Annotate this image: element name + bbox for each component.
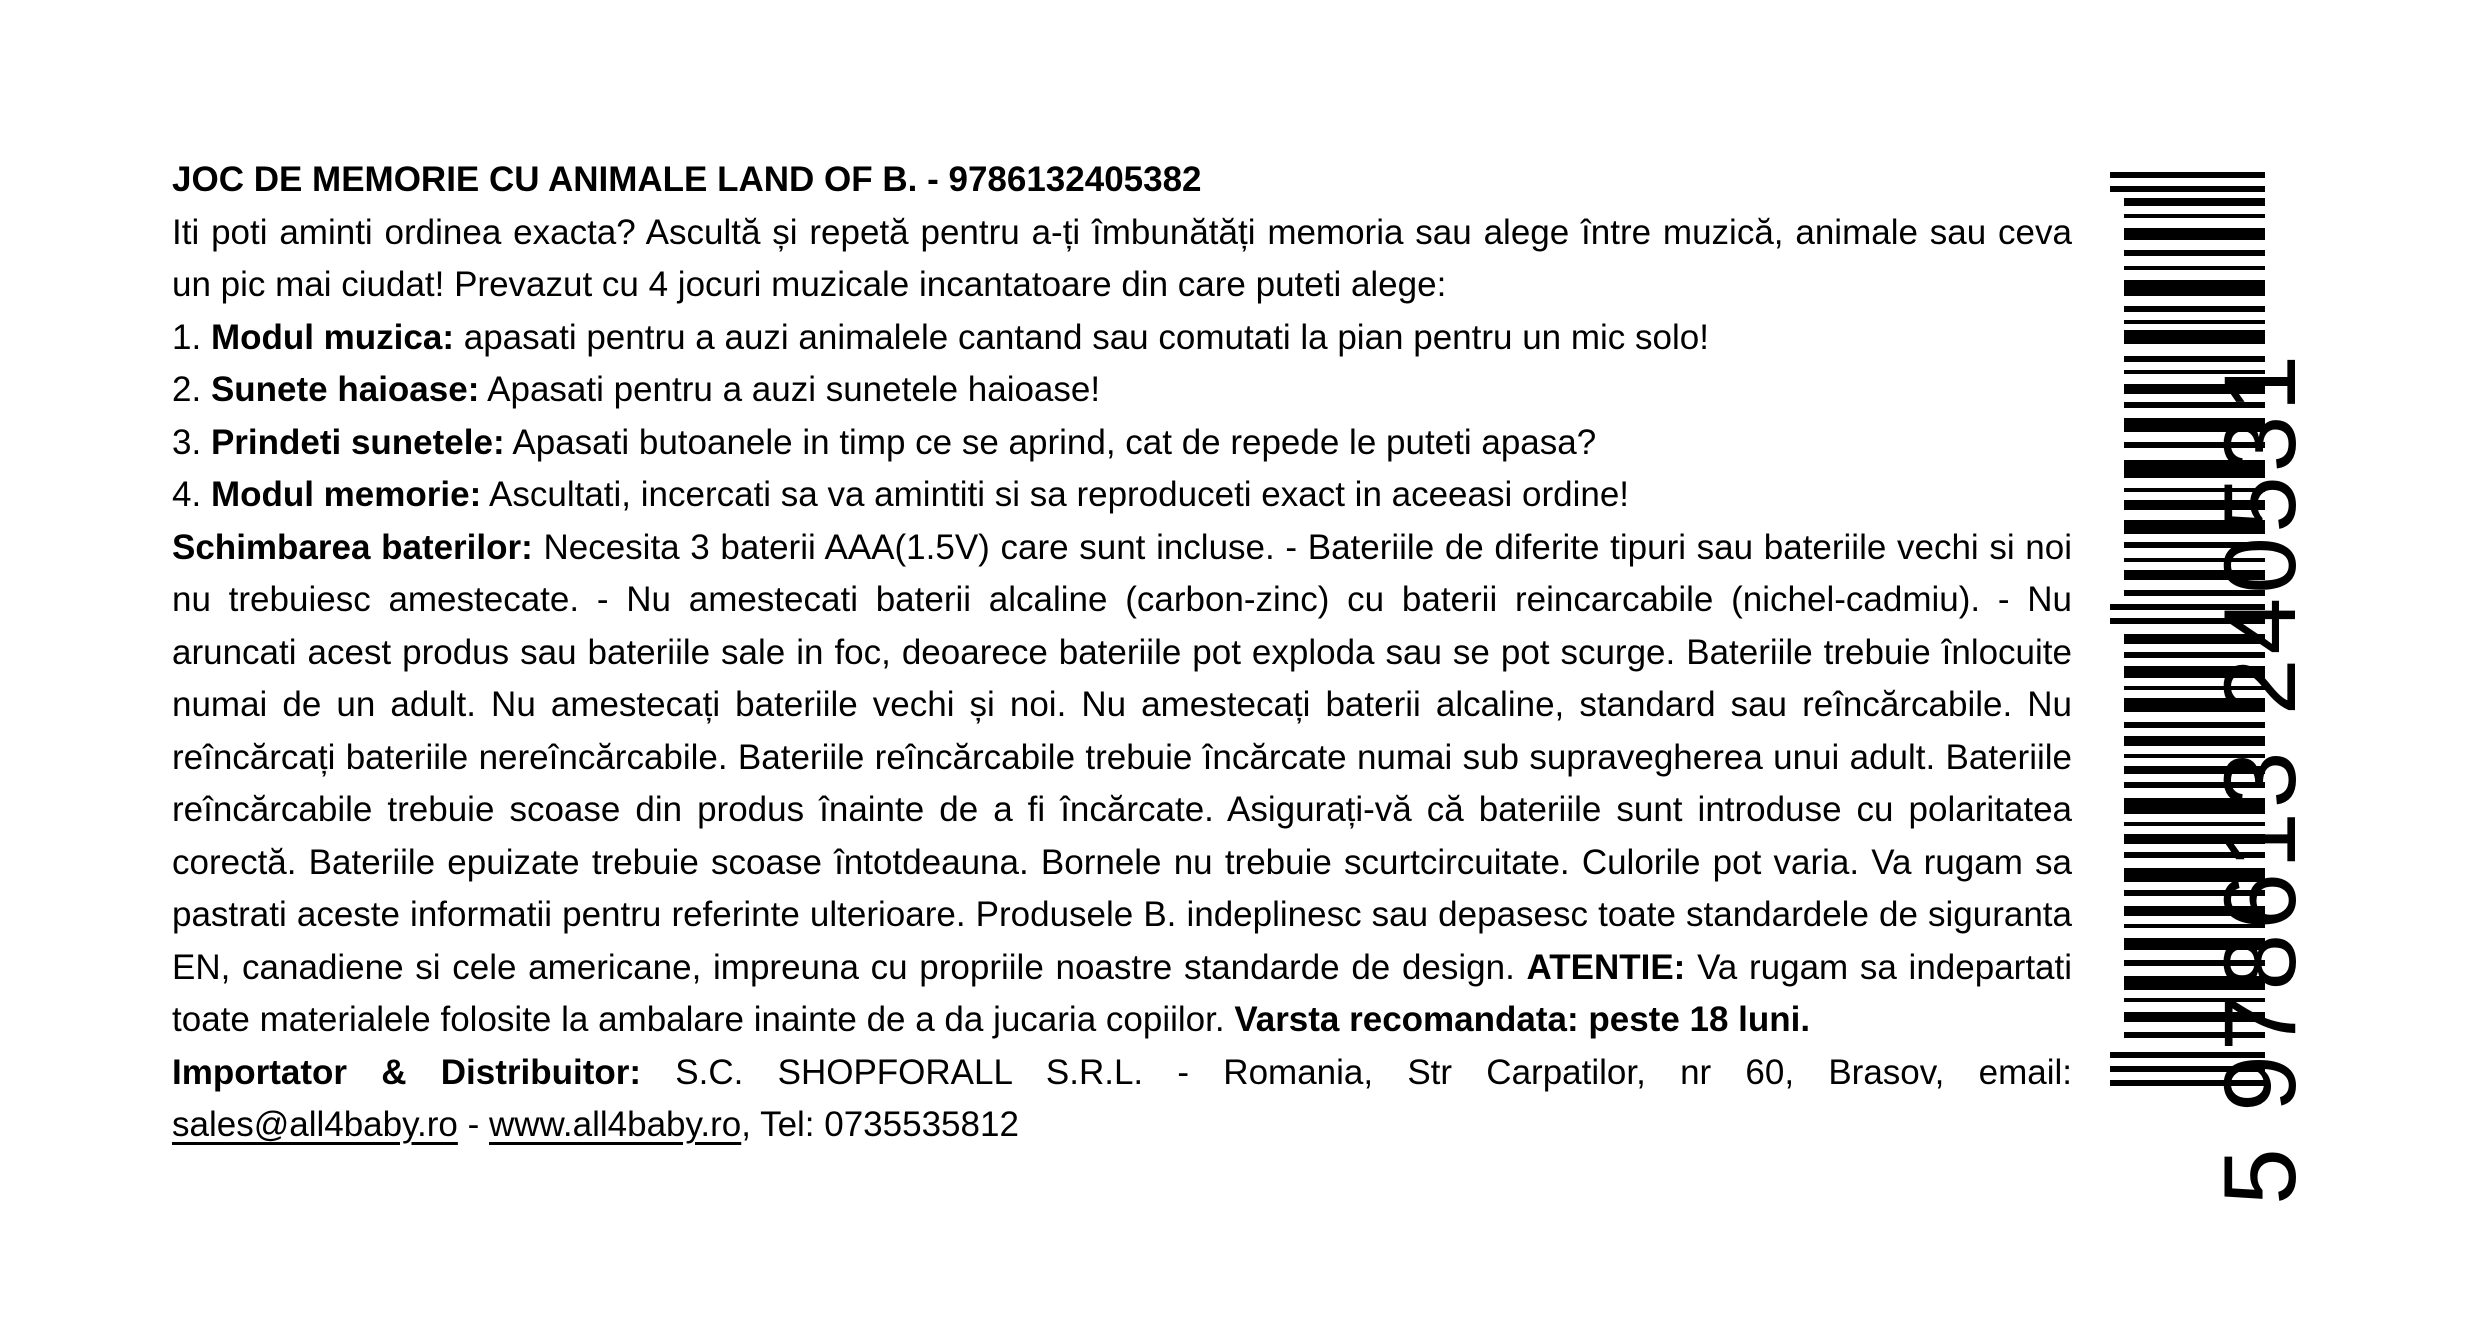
warning-label: ATENTIE:	[1526, 947, 1686, 987]
website-link[interactable]: www.all4baby.ro	[489, 1105, 742, 1144]
mode-desc: apasati pentru a auzi animalele cantand sau comutati la pian pentru un mic solo!	[463, 317, 1709, 357]
age-recommendation: Varsta recomandata: peste 18 luni.	[1234, 1000, 1811, 1039]
mode-name: Prindeti sunetele:	[210, 422, 505, 462]
mode-name: Modul memorie:	[210, 475, 482, 514]
product-label	[172, 154, 2072, 1152]
batteries-text: Necesita 3 baterii AAA(1.5V) care sunt incluse. - Bateriile de diferite tipuri sau bateriile vechi si noi nu trebuiesc amestecate. - Nu amestecati baterii alcaline (carbon-zinc) cu baterii reincarcabile (nichel-cadmiu). - Nu aruncati acest produs sau bateriile sale in foc, deoarece bateriile pot exploda sau se pot scurge. Bateriile trebuie înlocuite numai de un adult. Nu amestecați bateriile vechi și noi. Nu amestecați baterii alcaline, standard sau reîncărcabile. Nu reîncărcați bateriile nereîncărcabile. Bateriile reîncărcabile trebuie încărcate numai sub supravegherea unui adult. Bateriile reîncărcabile trebuie scoase din produs înainte de a fi încărcate. Asigurați-vă că bateriile sunt introduse cu polaritatea corectă. Bateriile epuizate trebuie scoase întotdeauna. Bornele nu trebuie scurtcircuitate. Culorile pot varia. Va rugam sa pastrati aceste informatii pentru referinte ulterioare. Produsele B. indeplinesc sau depasesc toate standardele de siguranta EN, canadiene si cele americane, impreuna cu propriile noastre standarde de design.	[172, 527, 2073, 987]
importer-line	[172, 1047, 2072, 1100]
mode-item-1: 1. Modul muzica: apasati pentru a auzi animalele cantand sau comutati la pian pentru un mic solo!	[172, 317, 1709, 357]
email-link[interactable]: sales@all4baby.ro	[172, 1105, 458, 1144]
mode-name: Sunete haioase:	[210, 370, 480, 409]
phone-text: , Tel: 0735535812	[741, 1105, 1019, 1144]
batteries-paragraph	[172, 522, 2072, 1047]
mode-desc: Apasati butoanele in timp ce se aprind, cat de repede le puteti apasa?	[512, 422, 1597, 462]
mode-item-4: 4. Modul memorie: Ascultati, incercati sa va amintiti si sa reproduceti exact in aceeasi ordine!	[172, 475, 1630, 514]
mode-desc: Apasati pentru a auzi sunetele haioase!	[487, 370, 1101, 409]
importer-text: S.C. SHOPFORALL S.R.L. - Romania, Str Carpatilor, nr 60, Brasov, email:	[675, 1052, 2072, 1092]
barcode	[2110, 170, 2340, 1205]
mode-item-3: 3. Prindeti sunetele: Apasati butoanele in timp ce se aprind, cat de repede le puteti apasa?	[172, 422, 1597, 462]
warning-text: Va rugam sa indepartati toate materialele folosite la ambalare inainte de a da jucaria copiilor.	[172, 947, 2073, 1039]
batteries-label: Schimbarea baterilor:	[172, 527, 533, 567]
mode-desc: Ascultati, incercati sa va amintiti si sa reproduceti exact in aceeasi ordine!	[489, 475, 1630, 514]
barcode-digits: 5 978613 240531	[2203, 350, 2317, 1205]
product-title: JOC DE MEMORIE CU ANIMALE LAND OF B. - 9786132405382	[172, 160, 1202, 199]
importer-label: Importator & Distribuitor:	[172, 1052, 642, 1092]
intro-text: Iti poti aminti ordinea exacta? Ascultă și repetă pentru a-ți îmbunătăți memoria sau alege între muzică, animale sau ceva un pic mai ciudat! Prevazut cu 4 jocuri muzicale incantatoare din care puteti alege:	[172, 212, 2072, 304]
mode-item-2: 2. Sunete haioase: Apasati pentru a auzi sunetele haioase!	[172, 370, 1101, 409]
mode-name: Modul muzica:	[210, 317, 454, 357]
contact-line: sales@all4baby.ro - www.all4baby.ro, Tel: 0735535812	[172, 1105, 1019, 1144]
